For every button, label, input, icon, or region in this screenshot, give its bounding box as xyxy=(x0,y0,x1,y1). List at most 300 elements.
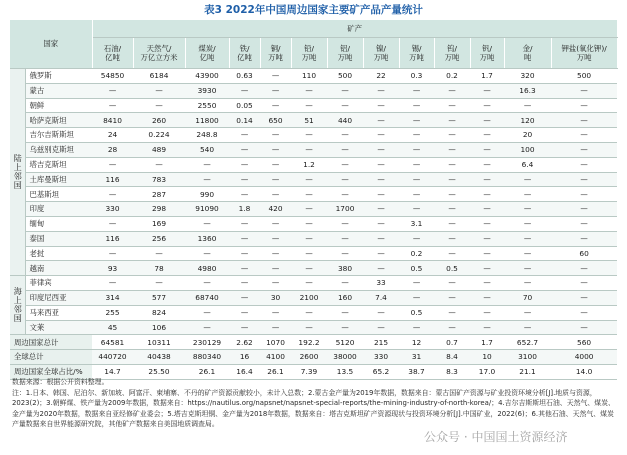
table-cell: — xyxy=(327,172,363,187)
table-cell: 120 xyxy=(504,113,551,128)
table-cell: 7.39 xyxy=(291,364,327,379)
table-cell: 40438 xyxy=(133,350,185,365)
table-cell: 6184 xyxy=(133,69,185,84)
table-cell: — xyxy=(327,157,363,172)
table-cell: 110 xyxy=(291,69,327,84)
column-header xyxy=(399,38,434,69)
land-neighbors-group: 陆上邻国 xyxy=(10,69,25,276)
table-cell: — xyxy=(229,231,260,246)
table-cell: 0.5 xyxy=(399,261,434,276)
table-cell: — xyxy=(260,305,291,320)
table-cell: — xyxy=(504,246,551,261)
table-cell: 420 xyxy=(260,202,291,217)
table-cell: 1700 xyxy=(327,202,363,217)
table-cell: 577 xyxy=(133,290,185,305)
table-cell: — xyxy=(92,276,133,291)
column-header-label: 石油/ 亿吨 xyxy=(103,43,122,62)
table-cell: — xyxy=(470,98,504,113)
table-cell: — xyxy=(504,187,551,202)
summary-row xyxy=(10,335,617,350)
table-cell: 6.4 xyxy=(504,157,551,172)
country-name: 塔吉克斯坦 xyxy=(25,157,92,172)
table-cell: 14.0 xyxy=(551,364,617,379)
table-cell: — xyxy=(399,187,434,202)
table-cell: 4980 xyxy=(185,261,229,276)
table-cell: 2.62 xyxy=(229,335,260,350)
table-cell: — xyxy=(399,113,434,128)
table-cell: 440720 xyxy=(92,350,133,365)
country-name: 缅甸 xyxy=(25,216,92,231)
table-cell: 7.4 xyxy=(363,290,399,305)
table-cell: — xyxy=(470,276,504,291)
table-cell: 160 xyxy=(327,290,363,305)
table-row xyxy=(10,216,617,231)
table-cell: — xyxy=(551,128,617,143)
country-name: 印度 xyxy=(25,202,92,217)
table-cell: 116 xyxy=(92,172,133,187)
table-cell: 500 xyxy=(551,69,617,84)
table-cell: 38.7 xyxy=(399,364,434,379)
table-cell: 4100 xyxy=(260,350,291,365)
table-cell: 33 xyxy=(363,276,399,291)
table-cell: 1.8 xyxy=(229,202,260,217)
country-name: 周边国家总计 xyxy=(10,335,92,350)
column-header-label: 镍/ 万吨 xyxy=(373,43,389,62)
table-cell: — xyxy=(399,172,434,187)
table-cell: — xyxy=(434,305,470,320)
table-cell: — xyxy=(551,98,617,113)
table-cell: — xyxy=(399,128,434,143)
table-cell: 540 xyxy=(185,142,229,157)
table-cell: — xyxy=(504,216,551,231)
table-cell: — xyxy=(470,290,504,305)
table-cell: 192.2 xyxy=(291,335,327,350)
table-cell: — xyxy=(363,187,399,202)
table-cell: — xyxy=(185,276,229,291)
table-cell: 106 xyxy=(133,320,185,335)
country-name: 全球总计 xyxy=(10,350,92,365)
column-header-label: 锡/ 万吨 xyxy=(409,43,424,62)
country-name: 印度尼西亚 xyxy=(25,290,92,305)
table-row xyxy=(10,128,617,143)
table-cell: — xyxy=(470,157,504,172)
table-row xyxy=(10,113,617,128)
table-cell: — xyxy=(551,142,617,157)
table-cell: 230129 xyxy=(185,335,229,350)
table-cell: 255 xyxy=(92,305,133,320)
table-cell: — xyxy=(229,172,260,187)
table-cell: 2600 xyxy=(291,350,327,365)
column-header xyxy=(260,38,291,69)
sea-neighbors-group: 海上邻国 xyxy=(10,276,25,335)
table-cell: 100 xyxy=(504,142,551,157)
table-row xyxy=(10,246,617,261)
table-cell: 20 xyxy=(504,128,551,143)
table-cell: — xyxy=(363,157,399,172)
table-cell: — xyxy=(363,202,399,217)
table-cell: — xyxy=(260,320,291,335)
table-row xyxy=(10,276,617,291)
table-row xyxy=(10,320,617,335)
table-cell: — xyxy=(551,113,617,128)
table-cell: 215 xyxy=(363,335,399,350)
country-name: 俄罗斯 xyxy=(25,69,92,84)
table-cell: 500 xyxy=(327,69,363,84)
column-header-label: 天然气/ 万亿立方米 xyxy=(140,43,178,62)
table-cell: — xyxy=(434,202,470,217)
table-cell: — xyxy=(185,320,229,335)
table-cell: — xyxy=(504,305,551,320)
table-cell: 560 xyxy=(551,335,617,350)
country-name: 乌兹别克斯坦 xyxy=(25,142,92,157)
table-cell: 93 xyxy=(92,261,133,276)
table-cell: — xyxy=(551,187,617,202)
table-cell: 783 xyxy=(133,172,185,187)
table-cell: — xyxy=(434,83,470,98)
table-cell: — xyxy=(291,202,327,217)
table-cell: 45 xyxy=(92,320,133,335)
table-cell: — xyxy=(551,231,617,246)
table-cell: — xyxy=(434,216,470,231)
country-name: 老挝 xyxy=(25,246,92,261)
table-cell: 440 xyxy=(327,113,363,128)
table-cell: — xyxy=(185,216,229,231)
table-cell: 650 xyxy=(260,113,291,128)
table-cell: 64581 xyxy=(92,335,133,350)
table-cell: — xyxy=(504,261,551,276)
table-cell: — xyxy=(470,142,504,157)
table-cell: — xyxy=(470,305,504,320)
table-row xyxy=(10,261,617,276)
country-name: 马来西亚 xyxy=(25,305,92,320)
table-cell: — xyxy=(363,246,399,261)
table-cell: — xyxy=(434,172,470,187)
table-cell: — xyxy=(504,320,551,335)
table-cell: — xyxy=(470,128,504,143)
table-cell: 16.4 xyxy=(229,364,260,379)
table-cell: 8.3 xyxy=(434,364,470,379)
table-cell: — xyxy=(470,172,504,187)
column-header-label: 铁/ 亿吨 xyxy=(237,43,252,62)
table-cell: 260 xyxy=(133,113,185,128)
column-header xyxy=(185,38,229,69)
table-cell: — xyxy=(363,98,399,113)
country-name: 周边国家全球占比/% xyxy=(10,364,92,379)
table-cell: 330 xyxy=(363,350,399,365)
table-cell: — xyxy=(92,83,133,98)
table-cell: — xyxy=(399,83,434,98)
table-row xyxy=(10,290,617,305)
table-cell: 380 xyxy=(327,261,363,276)
table-cell: — xyxy=(327,142,363,157)
table-cell: — xyxy=(434,320,470,335)
table-cell: 14.7 xyxy=(92,364,133,379)
table-cell: — xyxy=(363,216,399,231)
table-cell: — xyxy=(260,98,291,113)
table-cell: 31 xyxy=(399,350,434,365)
table-cell: — xyxy=(260,142,291,157)
table-cell: — xyxy=(260,276,291,291)
table-cell: — xyxy=(133,98,185,113)
table-cell: — xyxy=(399,157,434,172)
table-cell: — xyxy=(291,83,327,98)
table-cell: — xyxy=(291,172,327,187)
table-cell: 287 xyxy=(133,187,185,202)
table-cell: 0.2 xyxy=(434,69,470,84)
table-cell: — xyxy=(92,216,133,231)
table-cell: — xyxy=(327,187,363,202)
table-cell: 3.1 xyxy=(399,216,434,231)
country-name: 土库曼斯坦 xyxy=(25,172,92,187)
column-header xyxy=(470,38,504,69)
table-cell: — xyxy=(434,290,470,305)
table-cell: 10 xyxy=(470,350,504,365)
table-cell: — xyxy=(291,98,327,113)
table-cell: 4000 xyxy=(551,350,617,365)
column-header xyxy=(363,38,399,69)
table-cell: — xyxy=(260,128,291,143)
table-cell: — xyxy=(327,246,363,261)
table-cell: 17.0 xyxy=(470,364,504,379)
table-cell: — xyxy=(470,320,504,335)
table-row xyxy=(10,305,617,320)
table-cell: — xyxy=(504,98,551,113)
table-cell: — xyxy=(92,157,133,172)
table-cell: — xyxy=(504,231,551,246)
table-cell: — xyxy=(504,202,551,217)
table-cell: — xyxy=(327,320,363,335)
table-cell: — xyxy=(551,276,617,291)
table-cell: — xyxy=(470,261,504,276)
table-cell: — xyxy=(229,290,260,305)
table-cell: — xyxy=(434,98,470,113)
column-header xyxy=(229,38,260,69)
table-cell: — xyxy=(434,276,470,291)
table-cell: 12 xyxy=(399,335,434,350)
table-cell: 8410 xyxy=(92,113,133,128)
table-cell: — xyxy=(434,187,470,202)
table-cell: 0.5 xyxy=(434,261,470,276)
table-cell: — xyxy=(399,320,434,335)
table-cell: 314 xyxy=(92,290,133,305)
table-cell: 1.2 xyxy=(291,157,327,172)
table-cell: 0.63 xyxy=(229,69,260,84)
table-cell: 51 xyxy=(291,113,327,128)
table-cell: — xyxy=(291,246,327,261)
table-cell: 16 xyxy=(229,350,260,365)
table-cell: — xyxy=(260,187,291,202)
table-cell: — xyxy=(551,320,617,335)
table-cell: — xyxy=(133,246,185,261)
table-cell: 0.5 xyxy=(399,305,434,320)
table-cell: 16.3 xyxy=(504,83,551,98)
column-header-label: 铅/ 万吨 xyxy=(301,43,317,62)
table-cell: 10311 xyxy=(133,335,185,350)
table-cell: — xyxy=(327,305,363,320)
table-cell: 68740 xyxy=(185,290,229,305)
table-cell: 824 xyxy=(133,305,185,320)
table-cell: 13.5 xyxy=(327,364,363,379)
table-cell: 60 xyxy=(551,246,617,261)
table-cell: — xyxy=(399,290,434,305)
table-cell: 0.7 xyxy=(434,335,470,350)
table-cell: — xyxy=(470,246,504,261)
country-name: 菲律宾 xyxy=(25,276,92,291)
table-cell: 22 xyxy=(363,69,399,84)
table-cell: — xyxy=(551,172,617,187)
table-cell: — xyxy=(504,276,551,291)
table-cell: — xyxy=(363,231,399,246)
table-cell: 24 xyxy=(92,128,133,143)
table-cell: — xyxy=(434,246,470,261)
country-name: 巴基斯坦 xyxy=(25,187,92,202)
mineral-production-table xyxy=(10,20,618,380)
table-cell: — xyxy=(229,142,260,157)
table-cell: — xyxy=(399,276,434,291)
table-cell: — xyxy=(291,231,327,246)
table-cell: — xyxy=(229,261,260,276)
table-cell: — xyxy=(229,157,260,172)
table-cell: — xyxy=(434,231,470,246)
column-header-label: 铝/ 万吨 xyxy=(337,43,353,62)
table-cell: — xyxy=(327,216,363,231)
table-cell: — xyxy=(229,305,260,320)
table-cell: — xyxy=(470,83,504,98)
table-cell: — xyxy=(260,216,291,231)
table-cell: 0.14 xyxy=(229,113,260,128)
table-cell: 298 xyxy=(133,202,185,217)
table-cell: 1070 xyxy=(260,335,291,350)
table-cell: — xyxy=(551,157,617,172)
minerals-header: 矿产 xyxy=(92,20,617,38)
country-name: 吉尔吉斯斯坦 xyxy=(25,128,92,143)
table-cell: — xyxy=(551,305,617,320)
table-cell: — xyxy=(229,83,260,98)
table-cell: — xyxy=(399,142,434,157)
table-cell: — xyxy=(363,113,399,128)
column-header xyxy=(133,38,185,69)
table-cell: — xyxy=(185,172,229,187)
table-cell: — xyxy=(291,305,327,320)
note-details: 注：1.日本、韩国、尼泊尔、新加坡、阿富汗、柬埔寨、不丹的矿产资源贡献较小，未计入总数；2.蒙古金产量为2019年数据，数据来自：蒙古国矿产资源与矿业投资环境分析[J].地质与资源，2023(2)；3.朝鲜煤、铁产量为2009年数据，数据来自：https://nautilus.org/napsnet/napsnet-special-reports/the-mining-industry-of-north-korea/；4.吉尔吉斯斯坦石油、天然气、煤炭、金产量为2020年数据，数据来自亚经修矿业委会；5.塔吉克斯坦铜、金产量为2018年数据，数据来自：塔吉克斯坦矿产资源现状与投资环境分析[J].中国矿业，2022(6)；6.其他石油、天然气、煤炭产量数据来自世界能源研究院，其他矿产数据来自美国地质调查局。 xyxy=(12,388,615,428)
column-header-label: 钨/ 万吨 xyxy=(444,43,460,62)
table-cell: — xyxy=(470,202,504,217)
column-header xyxy=(92,38,133,69)
table-cell: 2550 xyxy=(185,98,229,113)
table-cell: 0.224 xyxy=(133,128,185,143)
table-row xyxy=(10,187,617,202)
column-header-label: 钒/ 万吨 xyxy=(479,43,495,62)
table-cell: 78 xyxy=(133,261,185,276)
table-cell: — xyxy=(291,187,327,202)
table-cell: — xyxy=(92,187,133,202)
column-header xyxy=(504,38,551,69)
table-cell: — xyxy=(260,172,291,187)
table-row xyxy=(10,157,617,172)
table-cell: — xyxy=(470,231,504,246)
table-row xyxy=(10,98,617,113)
table-cell: 330 xyxy=(92,202,133,217)
table-cell: 256 xyxy=(133,231,185,246)
table-cell: 652.7 xyxy=(504,335,551,350)
table-cell: — xyxy=(363,83,399,98)
table-cell: 5120 xyxy=(327,335,363,350)
table-cell: — xyxy=(185,246,229,261)
table-cell: 30 xyxy=(260,290,291,305)
table-cell: 43900 xyxy=(185,69,229,84)
country-name: 越南 xyxy=(25,261,92,276)
table-cell: — xyxy=(260,246,291,261)
table-cell: 169 xyxy=(133,216,185,231)
column-header-label: 煤炭/ 亿吨 xyxy=(198,43,216,62)
table-cell: 248.8 xyxy=(185,128,229,143)
table-cell: — xyxy=(327,98,363,113)
table-cell: 0.2 xyxy=(399,246,434,261)
table-cell: 990 xyxy=(185,187,229,202)
table-cell: — xyxy=(551,83,617,98)
table-cell: — xyxy=(399,98,434,113)
table-cell: 880340 xyxy=(185,350,229,365)
table-cell: — xyxy=(260,231,291,246)
table-cell: — xyxy=(260,69,291,84)
table-cell: — xyxy=(185,305,229,320)
country-name: 泰国 xyxy=(25,231,92,246)
table-cell: — xyxy=(185,157,229,172)
table-row xyxy=(10,142,617,157)
table-cell: 116 xyxy=(92,231,133,246)
country-header: 国家 xyxy=(10,20,92,69)
table-cell: — xyxy=(291,320,327,335)
table-cell: — xyxy=(291,216,327,231)
table-cell: 26.1 xyxy=(260,364,291,379)
table-cell: 3930 xyxy=(185,83,229,98)
table-cell: — xyxy=(229,216,260,231)
table-notes xyxy=(12,377,616,430)
table-cell: — xyxy=(92,98,133,113)
table-cell: 8.4 xyxy=(434,350,470,365)
table-cell: — xyxy=(434,157,470,172)
table-cell: — xyxy=(291,276,327,291)
table-cell: — xyxy=(260,83,291,98)
table-cell: 320 xyxy=(504,69,551,84)
table-cell: — xyxy=(399,231,434,246)
table-cell: — xyxy=(133,276,185,291)
table-cell: — xyxy=(470,187,504,202)
table-cell: 38000 xyxy=(327,350,363,365)
table-cell: — xyxy=(434,113,470,128)
table-cell: 0.05 xyxy=(229,98,260,113)
table-cell: 65.2 xyxy=(363,364,399,379)
country-name: 文莱 xyxy=(25,320,92,335)
column-header xyxy=(291,38,327,69)
table-cell: — xyxy=(291,261,327,276)
table-row xyxy=(10,231,617,246)
table-cell: 2100 xyxy=(291,290,327,305)
column-header-label: 钾盐(氧化钾)/ 万吨 xyxy=(561,43,607,62)
table-cell: 3100 xyxy=(504,350,551,365)
table-cell: 25.50 xyxy=(133,364,185,379)
table-cell: — xyxy=(327,128,363,143)
table-title: 表3 2022年中国周边国家主要矿产品产量统计 xyxy=(204,4,423,16)
table-cell: — xyxy=(470,113,504,128)
table-cell: 11800 xyxy=(185,113,229,128)
table-cell: — xyxy=(327,83,363,98)
source-watermark: 公众号 · 中国国土资源经济 xyxy=(424,430,568,444)
note-source: 数据来源：根据公开资料整理。 xyxy=(12,378,109,386)
country-name: 蒙古 xyxy=(25,83,92,98)
column-header-label: 金/ 吨 xyxy=(522,43,533,62)
table-cell: — xyxy=(399,202,434,217)
